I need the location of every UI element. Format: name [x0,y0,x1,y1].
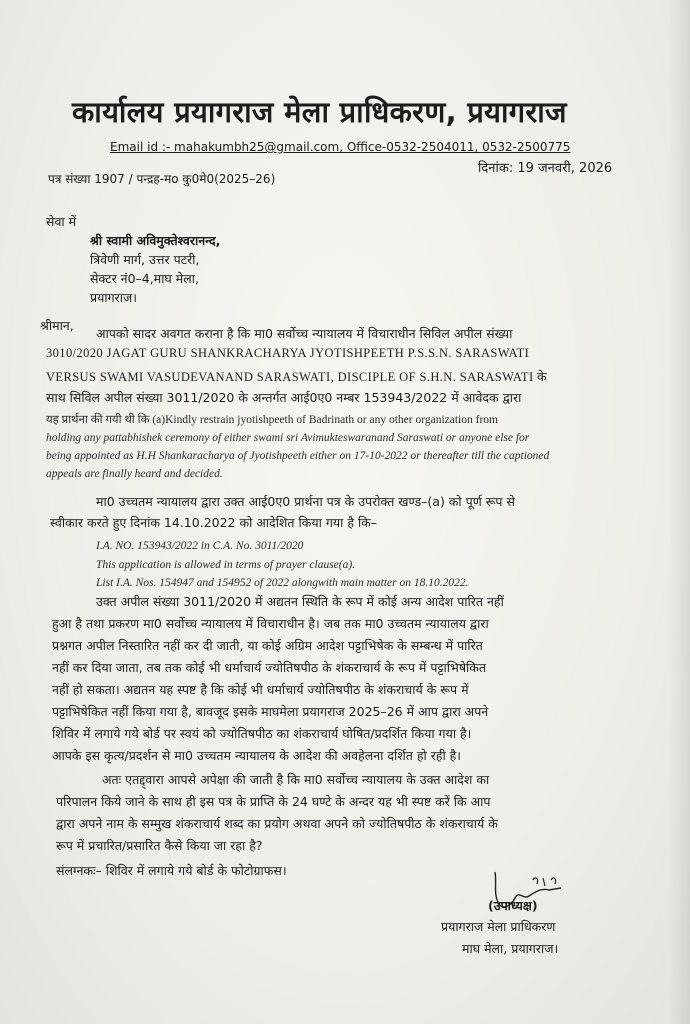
addressee-line1: त्रिवेणी मार्ग, उत्तर पटरी, [90,252,200,267]
signature-office: प्रयागराज मेला प्राधिकरण [441,919,556,934]
para3-line: उक्त अपील संख्या 3011/2020 में अद्यतन स्थिति के रूप में कोई अन्य आदेश पारित नहीं [96,594,504,609]
addressee-line2: सेक्टर नं0–4,माघ मेला, [90,271,199,286]
para3-line: नहीं हो सकता। अद्यतन यह स्पष्ट है कि कोई भी धर्माचार्य ज्योतिषपीठ के शंकराचार्य के रूप में [52,682,469,697]
para4-line: परिपालन किये जाने के साथ ही इस पत्र के प्राप्ति के 24 घण्टे के अन्दर यह भी स्पष्ट करें कि आप [56,794,491,809]
reference-number: पत्र संख्या 1907 / पन्द्रह-मo कु0मे0(2025–26) [48,172,276,186]
para1-line: 3010/2020 JAGAT GURU SHANKRACHARYA JYOTISHPEETH P.S.S.N. SARASWATI [46,346,530,360]
para4-line: अतः एतद्द्वारा आपसे अपेक्षा की जाती है कि मा0 सर्वोच्च न्यायालय के उक्त आदेश का [102,772,490,787]
para3-line: पट्टाभिषेकित नहीं किया गया है, बावजूद इसके माघमेला प्रयागराज 2025–26 में आप द्वारा अपने [52,704,489,719]
para2-line: मा0 उच्चतम न्यायालय द्वारा उक्त आई0ए0 प्रार्थना पत्र के उपरोक्त खण्ड–(a) को पूर्ण रूप से [96,494,515,509]
para3-line: आपके इस कृत्य/प्रदर्शन से मा0 उच्चतम न्यायालय के आदेश की अवहेलना दर्शित हो रही है। [52,748,462,763]
para2-line: स्वीकार करते हुए दिनांक 14.10.2022 को आदेशित किया गया है कि– [50,515,378,530]
para4-line: रूप में प्रचारित/प्रसारित कैसे किया जा रहा है? [56,838,263,853]
signature-place: माघ मेला, प्रयागराज। [462,941,559,956]
quote-line: This application is allowed in terms of prayer clause(a). [96,559,356,571]
office-title: कार्यालय प्रयागराज मेला प्राधिकरण, प्रयागराज [72,95,567,129]
para3-line: हुआ है तथा प्रकरण मा0 सर्वोच्च न्यायालय में विचाराधीन है। जब तक मा0 उच्चतम न्यायालय द्वारा [52,616,489,631]
para1-line: आपको सादर अवगत कराना है कि मा0 सर्वोच्च न्यायालय में विचाराधीन सिविल अपील संख्या [96,326,513,341]
para3-line: प्रश्नगत अपील निस्तारित नहीं कर दी जाती, या कोई अग्रिम आदेश पट्टाभिषेक के सम्बन्ध में पारित [52,638,483,653]
enclosure: संलग्नकः– शिविर में लगाये गये बोर्ड के फोटोग्राफस। [56,863,287,878]
para1-line: being appointed as H.H Shankaracharya of Jyotishpeeth either on 17-10-2022 or thereafter till the captioned [46,450,550,462]
page-shadow [668,0,690,1024]
para3-line: नहीं कर दिया जाता, तब तक कोई भी धर्माचार्य ज्योतिषपीठ के शंकराचार्य के रूप में पट्टाभिषेकित [52,660,487,675]
quote-line: I.A. NO. 153943/2022 in C.A. No. 3011/2020 [96,540,304,552]
email-line: Email id :- mahakumbh25@gmail.com, Office-0532-2504011, 0532-2500775 [110,140,571,154]
to-label: सेवा में [46,214,77,229]
signature-stamp: (उपाध्यक्ष) [488,898,538,913]
para3-line: शिविर में लगाये गये बोर्ड पर स्वयं को ज्योतिषपीठ का शंकराचार्य घोषित/प्रदर्शित किया गया है। [52,726,472,741]
para1-line: यह प्रार्थना की गयी थी कि (a)Kindly restrain jyotishpeeth of Badrinath or any other organization from [46,414,498,426]
quote-line: List I.A. Nos. 154947 and 154952 of 2022 alongwith main matter on 18.10.2022. [96,577,469,589]
para1-line: साथ सिविल अपील संख्या 3011/2020 के अन्तर्गत आई0ए0 नम्बर 153943/2022 में आवेदक द्वारा [46,390,522,405]
addressee-name: श्री स्वामी अविमुक्तेश्वरानन्द, [90,233,221,248]
letter-date: दिनांक: 19 जनवरी, 2026 [478,161,613,176]
para1-line: appeals are finally heard and decided. [46,468,223,480]
para1-line: holding any pattabhishek ceremony of either swami sri Avimukteswaranand Saraswati or anyone else for [46,432,530,444]
salutation: श्रीमान, [40,318,74,333]
addressee-line3: प्रयागराज। [90,290,138,305]
para1-line: VERSUS SWAMI VASUDEVANAND SARASWATI, DISCIPLE OF S.H.N. SARASWATI के [46,370,548,384]
para4-line: द्वारा अपने नाम के सम्मुख शंकराचार्य शब्द का प्रयोग अथवा अपने को ज्योतिषपीठ के शंकराचार्य के [56,816,498,831]
